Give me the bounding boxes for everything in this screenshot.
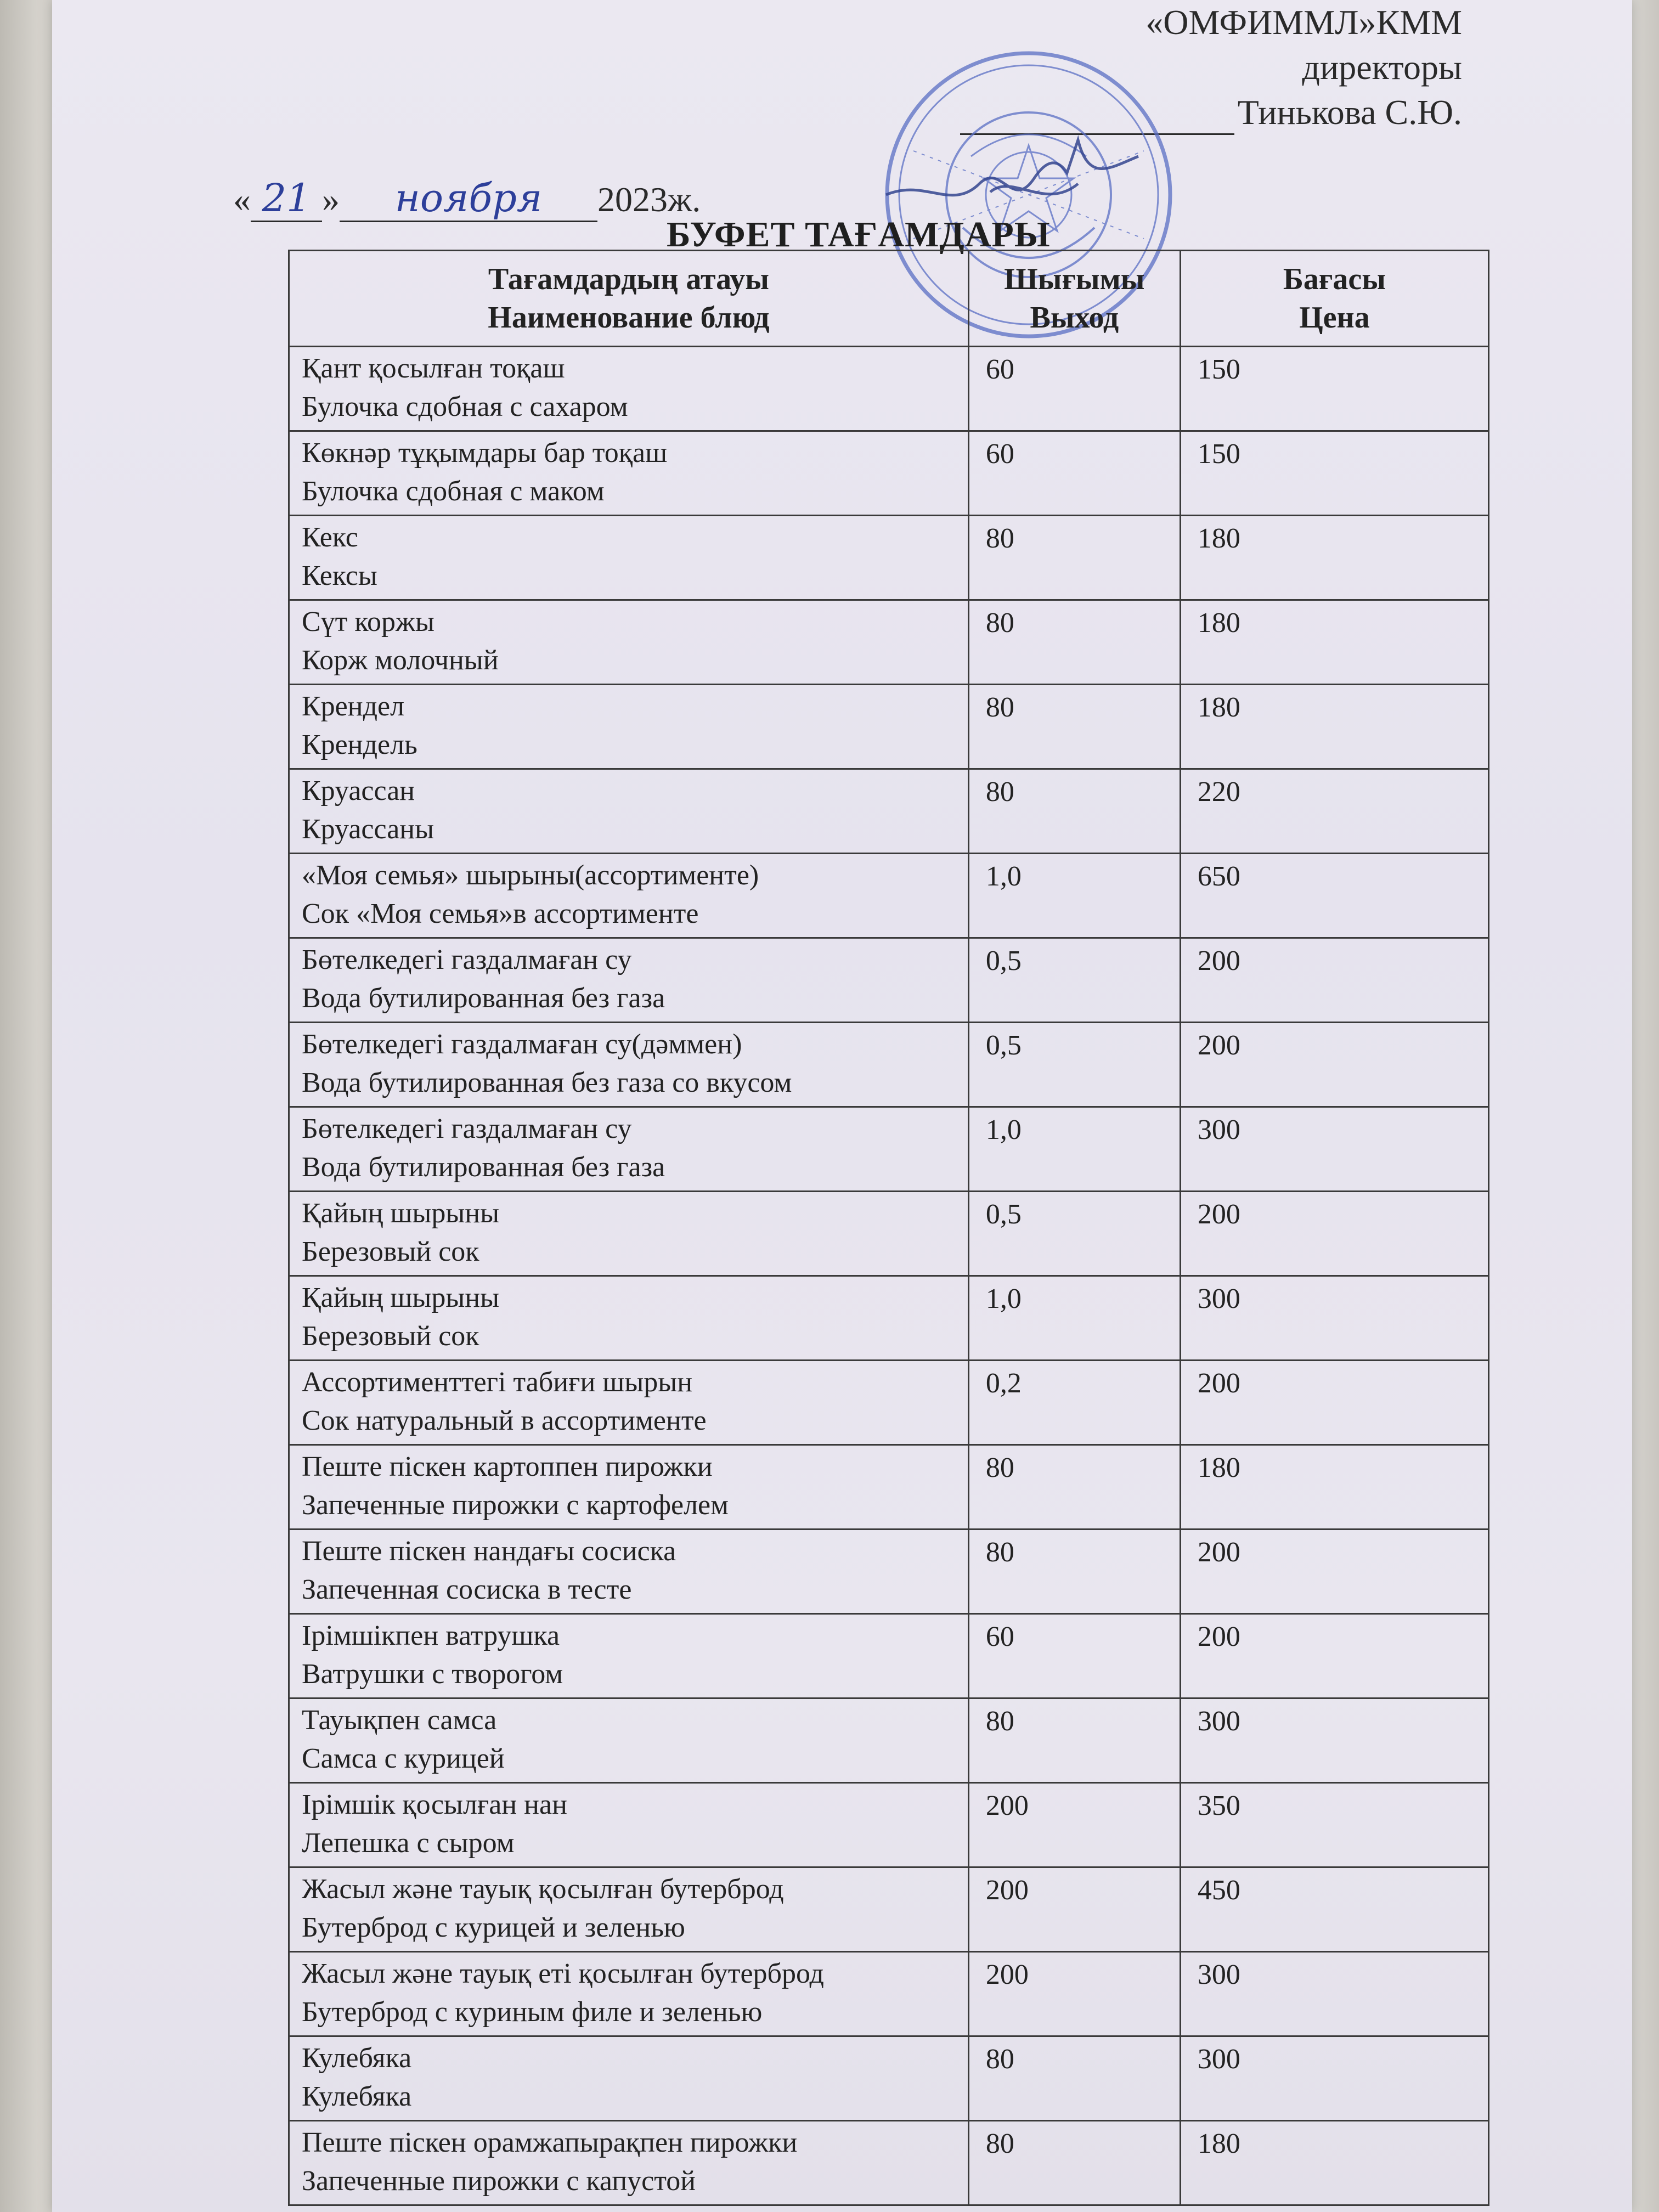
header-output-kz: Шығымы (1004, 262, 1145, 296)
dish-name-cell (289, 854, 969, 938)
approval-org: «ОМФИММЛ»КММ (1146, 3, 1462, 42)
table-row (289, 938, 1489, 1023)
menu-body (289, 347, 1489, 2205)
dish-name-cell (289, 600, 969, 685)
price-cell: 200 (1180, 1361, 1488, 1445)
price-cell: 200 (1180, 1530, 1488, 1614)
table-row (289, 1445, 1489, 1530)
price-cell: 300 (1180, 1699, 1488, 1783)
dish-name-ru: Кулебяка (302, 2081, 412, 2112)
dish-name-cell (289, 1952, 969, 2036)
output-cell: 80 (968, 1530, 1180, 1614)
output-cell: 80 (968, 1699, 1180, 1783)
table-row (289, 1276, 1489, 1361)
price-cell: 150 (1180, 347, 1488, 431)
dish-name-ru: Булочка сдобная с сахаром (302, 391, 628, 422)
dish-name-ru: Запеченные пирожки с картофелем (302, 1489, 729, 1521)
output-cell: 1,0 (968, 1107, 1180, 1192)
dish-name-cell (289, 1867, 969, 1952)
dish-name-ru: Булочка сдобная с маком (302, 476, 605, 507)
output-cell: 0,2 (968, 1361, 1180, 1445)
approval-position: директоры (1302, 48, 1462, 87)
dish-name-ru: Березовый сок (302, 1236, 479, 1267)
price-cell: 180 (1180, 516, 1488, 600)
output-cell: 80 (968, 1445, 1180, 1530)
output-cell: 0,5 (968, 1192, 1180, 1276)
date-open-quote: « (233, 180, 251, 219)
price-cell: 450 (1180, 1867, 1488, 1952)
table-row (289, 2036, 1489, 2121)
dish-name-kz: Бөтелкедегі газдалмаған су (302, 1113, 632, 1144)
table-row (289, 769, 1489, 854)
menu-table (288, 250, 1489, 2206)
dish-name-cell (289, 1614, 969, 1699)
dish-name-kz: Пеште піскен нандағы сосиска (302, 1536, 676, 1567)
dish-name-cell (289, 1023, 969, 1107)
output-cell: 80 (968, 516, 1180, 600)
date-day: 21 (251, 176, 322, 222)
dish-name-ru: Самса с курицей (302, 1743, 505, 1774)
table-row (289, 516, 1489, 600)
price-cell: 180 (1180, 2121, 1488, 2205)
table-row (289, 1952, 1489, 2036)
dish-name-kz: Ірімшік қосылған нан (302, 1789, 567, 1820)
table-row (289, 1192, 1489, 1276)
output-cell: 200 (968, 1952, 1180, 2036)
dish-name-cell (289, 347, 969, 431)
header-price-kz: Бағасы (1283, 262, 1386, 296)
header-output (968, 251, 1180, 347)
dish-name-kz: Сүт коржы (302, 606, 435, 637)
dish-name-ru: Сок «Моя семья»в ассортименте (302, 898, 699, 929)
price-cell: 180 (1180, 600, 1488, 685)
dish-name-ru: Вода бутилированная без газа со вкусом (302, 1067, 792, 1098)
header-name-ru: Наименование блюд (488, 301, 770, 335)
dish-name-ru: Кексы (302, 560, 377, 591)
dish-name-cell (289, 1192, 969, 1276)
dish-name-ru: Лепешка с сыром (302, 1827, 515, 1859)
date-close-quote: » (322, 180, 340, 219)
output-cell: 80 (968, 2036, 1180, 2121)
dish-name-kz: Кекс (302, 522, 358, 553)
price-cell: 650 (1180, 854, 1488, 938)
table-row (289, 1023, 1489, 1107)
output-cell: 60 (968, 347, 1180, 431)
output-cell: 80 (968, 600, 1180, 685)
dish-name-cell (289, 1276, 969, 1361)
document-sheet (52, 0, 1632, 2212)
output-cell: 60 (968, 1614, 1180, 1699)
table-row (289, 1783, 1489, 1867)
table-row (289, 854, 1489, 938)
dish-name-cell (289, 1445, 969, 1530)
price-cell: 200 (1180, 1192, 1488, 1276)
price-cell: 300 (1180, 1952, 1488, 2036)
dish-name-ru: Запеченная сосиска в тесте (302, 1574, 632, 1605)
table-row (289, 685, 1489, 769)
dish-name-ru: Березовый сок (302, 1321, 479, 1352)
output-cell: 200 (968, 1783, 1180, 1867)
price-cell: 200 (1180, 1023, 1488, 1107)
table-row (289, 431, 1489, 516)
dish-name-ru: Ватрушки с творогом (302, 1658, 563, 1690)
dish-name-kz: Ассортименттегі табиғи шырын (302, 1367, 693, 1398)
dish-name-kz: Бөтелкедегі газдалмаған су (302, 944, 632, 975)
dish-name-ru: Запеченные пирожки с капустой (302, 2165, 696, 2197)
dish-name-cell (289, 1530, 969, 1614)
dish-name-kz: «Моя семья» шырыны(ассортименте) (302, 860, 759, 891)
dish-name-kz: Көкнәр тұқымдары бар тоқаш (302, 437, 668, 469)
dish-name-cell (289, 1699, 969, 1783)
header-output-ru: Выход (1030, 301, 1119, 335)
background-left (0, 0, 60, 2212)
dish-name-cell (289, 938, 969, 1023)
price-cell: 350 (1180, 1783, 1488, 1867)
dish-name-cell (289, 685, 969, 769)
price-cell: 150 (1180, 431, 1488, 516)
dish-name-cell (289, 516, 969, 600)
table-row (289, 1361, 1489, 1445)
output-cell: 0,5 (968, 1023, 1180, 1107)
dish-name-kz: Ірімшікпен ватрушка (302, 1620, 560, 1651)
dish-name-kz: Кулебяка (302, 2042, 412, 2074)
dish-name-ru: Бутерброд с куриным филе и зеленью (302, 1996, 763, 2028)
dish-name-ru: Бутерброд с курицей и зеленью (302, 1912, 685, 1943)
price-cell: 180 (1180, 685, 1488, 769)
dish-name-ru: Сок натуральный в ассортименте (302, 1405, 707, 1436)
output-cell: 0,5 (968, 938, 1180, 1023)
output-cell: 1,0 (968, 1276, 1180, 1361)
header-name (289, 251, 969, 347)
dish-name-ru: Вода бутилированная без газа (302, 1152, 665, 1183)
price-cell: 200 (1180, 1614, 1488, 1699)
dish-name-kz: Жасыл және тауық қосылған бутерброд (302, 1874, 784, 1905)
price-cell: 300 (1180, 1107, 1488, 1192)
output-cell: 80 (968, 2121, 1180, 2205)
date-year: 2023ж. (597, 180, 701, 219)
table-row (289, 2121, 1489, 2205)
table-row (289, 1614, 1489, 1699)
dish-name-kz: Бөтелкедегі газдалмаған су(дәммен) (302, 1029, 742, 1060)
dish-name-kz: Крендел (302, 691, 405, 722)
dish-name-cell (289, 2121, 969, 2205)
price-cell: 200 (1180, 938, 1488, 1023)
table-row (289, 347, 1489, 431)
dish-name-cell (289, 431, 969, 516)
dish-name-cell (289, 1107, 969, 1192)
dish-name-kz: Пеште піскен орамжапырақпен пирожки (302, 2127, 798, 2158)
dish-name-kz: Қант қосылған тоқаш (302, 353, 565, 384)
output-cell: 200 (968, 1867, 1180, 1952)
dish-name-ru: Корж молочный (302, 645, 499, 676)
header-price (1180, 251, 1488, 347)
dish-name-cell (289, 1361, 969, 1445)
document-title: БУФЕТ ТАҒАМДАРЫ (667, 215, 1051, 255)
dish-name-ru: Вода бутилированная без газа (302, 983, 665, 1014)
dish-name-kz: Круассан (302, 775, 415, 806)
dish-name-kz: Қайың шырыны (302, 1282, 500, 1313)
dish-name-cell (289, 769, 969, 854)
output-cell: 80 (968, 685, 1180, 769)
dish-name-kz: Тауықпен самса (302, 1705, 497, 1736)
table-row (289, 1867, 1489, 1952)
price-cell: 220 (1180, 769, 1488, 854)
price-cell: 180 (1180, 1445, 1488, 1530)
dish-name-kz: Қайың шырыны (302, 1198, 500, 1229)
date-line (233, 176, 701, 222)
date-month: ноября (340, 176, 597, 222)
header-price-ru: Цена (1299, 301, 1370, 335)
dish-name-cell (289, 2036, 969, 2121)
output-cell: 60 (968, 431, 1180, 516)
table-header-row (289, 251, 1489, 347)
dish-name-ru: Крендель (302, 729, 417, 760)
approval-director: Тинькова С.Ю. (1237, 93, 1462, 132)
dish-name-kz: Жасыл және тауық еті қосылған бутерброд (302, 1958, 824, 1989)
dish-name-cell (289, 1783, 969, 1867)
output-cell: 1,0 (968, 854, 1180, 938)
price-cell: 300 (1180, 1276, 1488, 1361)
table-row (289, 1530, 1489, 1614)
table-row (289, 600, 1489, 685)
dish-name-ru: Круассаны (302, 814, 435, 845)
table-row (289, 1699, 1489, 1783)
table-row (289, 1107, 1489, 1192)
price-cell: 300 (1180, 2036, 1488, 2121)
header-name-kz: Тағамдардың атауы (488, 262, 770, 296)
output-cell: 80 (968, 769, 1180, 854)
dish-name-kz: Пеште піскен картоппен пирожки (302, 1451, 713, 1482)
